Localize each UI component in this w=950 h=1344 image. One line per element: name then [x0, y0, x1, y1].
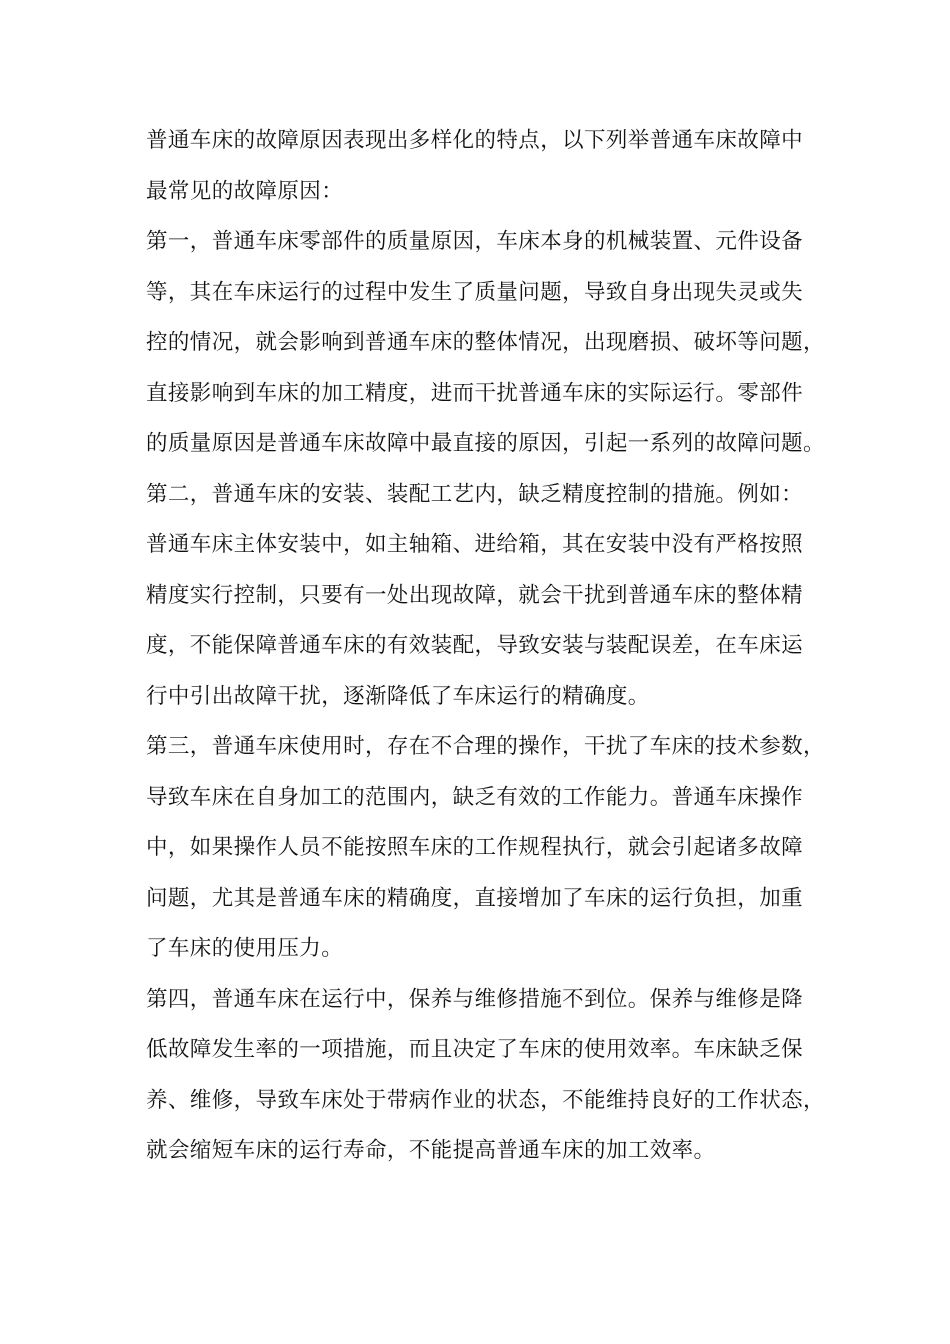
text-line: 就会缩短车床的运行寿命，不能提高普通车床的加工效率。	[146, 1138, 716, 1163]
text-line: 的质量原因是普通车床故障中最直接的原因，引起一系列的故障问题。	[146, 431, 825, 456]
text-line: 直接影响到车床的加工精度，进而干扰普通车床的实际运行。零部件	[146, 380, 804, 406]
text-line: 控的情况，就会影响到普通车床的整体情况，出现磨损、破坏等问题，	[146, 330, 825, 355]
text-line: 养、维修，导致车床处于带病作业的状态，不能维持良好的工作状态，	[146, 1087, 825, 1113]
text-line: 度，不能保障普通车床的有效装配，导致安装与装配误差，在车床运	[146, 633, 804, 658]
text-line: 中，如果操作人员不能按照车床的工作规程执行，就会引起诸多故障	[146, 835, 804, 860]
text-line: 第二，普通车床的安装、装配工艺内，缺乏精度控制的措施。例如：	[146, 481, 804, 507]
text-line: 行中引出故障干扰，逐渐降低了车床运行的精确度。	[146, 683, 650, 709]
text-line: 低故障发生率的一项措施，而且决定了车床的使用效率。车床缺乏保	[146, 1037, 804, 1062]
text-line: 导致车床在自身加工的范围内，缺乏有效的工作能力。普通车床操作	[146, 784, 804, 810]
text-line: 问题，尤其是普通车床的精确度，直接增加了车床的运行负担，加重	[146, 885, 804, 911]
text-line: 第一，普通车床零部件的质量原因，车床本身的机械装置、元件设备	[146, 229, 804, 254]
text-line: 最常见的故障原因：	[146, 178, 344, 204]
text-line: 普通车床的故障原因表现出多样化的特点，以下列举普通车床故障中	[146, 128, 804, 153]
text-line: 第四，普通车床在运行中，保养与维修措施不到位。保养与维修是降	[146, 986, 804, 1012]
text-line: 精度实行控制，只要有一处出现故障，就会干扰到普通车床的整体精	[146, 582, 804, 608]
text-line: 普通车床主体安装中，如主轴箱、进给箱，其在安装中没有严格按照	[146, 532, 804, 557]
text-line: 了车床的使用压力。	[146, 936, 344, 961]
document-body	[146, 116, 826, 1177]
text-line: 第三，普通车床使用时，存在不合理的操作，干扰了车床的技术参数，	[146, 734, 825, 759]
text-line: 等，其在车床运行的过程中发生了质量问题，导致自身出现失灵或失	[146, 279, 804, 305]
